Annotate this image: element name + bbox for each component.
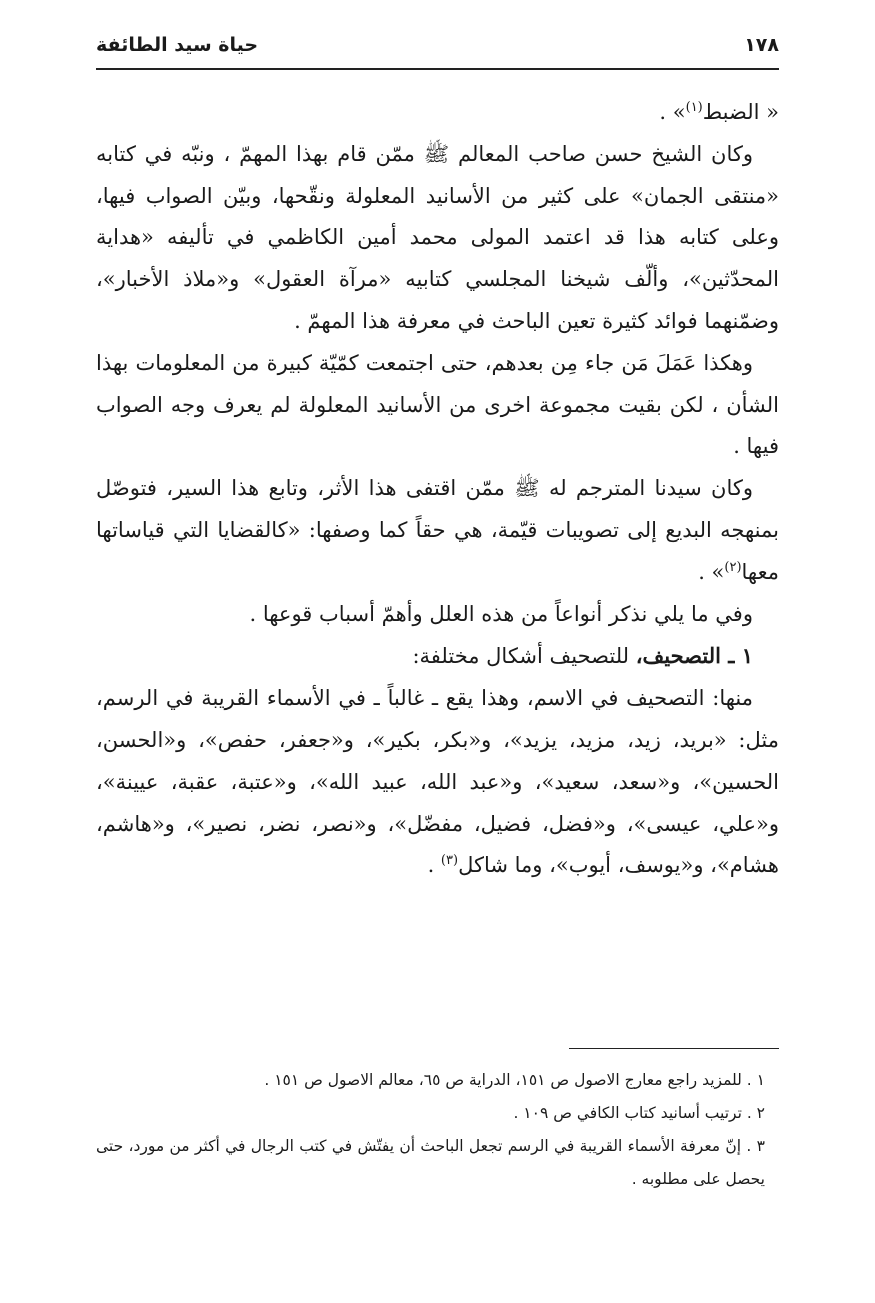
paragraph-end: » .	[659, 100, 686, 124]
paragraph-4	[96, 468, 779, 593]
section-heading: ١ ـ التصحيف،	[635, 643, 753, 669]
page-number: ١٧٨	[744, 34, 779, 56]
footnotes	[96, 1064, 765, 1196]
paragraph-text: « الضبط	[702, 100, 779, 124]
paragraph-5: وفي ما يلي نذكر أنواعاً من هذه العلل وأهمّ أسباب قوعها .	[249, 601, 753, 626]
main-text	[96, 92, 779, 887]
paragraph-end: .	[427, 853, 441, 878]
running-title: حياة سيد الطائفة	[96, 34, 259, 56]
footnote-divider	[569, 1048, 779, 1049]
paragraph-end: » .	[698, 559, 725, 584]
footnote-ref-2: (٢)	[724, 559, 742, 575]
footnote-2: ٢ . ترتيب أسانيد كتاب الكافي ص ١٠٩ .	[513, 1104, 765, 1122]
footnote-1: ١ . للمزيد راجع معارج الاصول ص ١٥١، الدراية ص ٦٥، معالم الاصول ص ١٥١ .	[264, 1071, 765, 1089]
paragraph-text: وكان سيدنا المترجم له ﷺ ممّن اقتفى هذا الأثر، وتابع هذا السير، فتوصّل بمنهجه البديع إلى تصويبات قيّمة، هي حقاً كما وصفها: «كالقضايا التي قياساتها معها	[96, 476, 779, 584]
footnote-3: ٣ . إنّ معرفة الأسماء القريبة في الرسم تجعل الباحث أن يفتّش في كتب الرجال في أكثر من مورد، حتى يحصل على مطلوبه .	[96, 1137, 765, 1188]
paragraph-text: منها: التصحيف في الاسم، وهذا يقع ـ غالباً ـ في الأسماء القريبة في الرسم، مثل: «بريد، زيد، مزيد، يزيد»، و«بكر، بكير»، و«جعفر، حفص»، و«الحسن، الحسين»، و«سعد، سعيد»، و«عبد الله، عبيد الله»، و«عتبة، عقبة، عيينة»، و«علي، عيسى»، و«فضل، فضيل، مفضّل»، و«نصر، نضر، نصير»، و«هاشم، هشام»، و«يوسف، أيوب»، وما شاكل	[96, 686, 779, 878]
paragraph-text: للتصحيف أشكال مختلفة:	[412, 644, 636, 669]
paragraph-2: وكان الشيخ حسن صاحب المعالم ﷺ ممّن قام بهذا المهمّ ، ونبّه في كتابه «منتقى الجمان» على كثير من الأسانيد المعلولة ونقّحها، وبيّن الصواب فيها، وعلى كتابه هذا قد اعتمد المولى محمد أمين الكاظمي في تأليفه «هداية المحدّثين»، وألّف شيخنا المجلسي كتابيه «مرآة العقول» و«ملاذ الأخبار»، وضمّنهما فوائد كثيرة تعين الباحث في معرفة هذا المهمّ .	[96, 141, 779, 333]
footnote-ref-1: (١)	[685, 100, 703, 115]
paragraph-1	[96, 92, 779, 134]
footnote-ref-3: (٣)	[440, 853, 459, 869]
running-header	[96, 22, 779, 70]
paragraph-6	[96, 635, 779, 678]
paragraph-3: وهكذا عَمَلَ مَن جاء مِن بعدهم، حتى اجتمعت كمّيّة كبيرة من المعلومات بهذا الشأن ، لكن بقيت مجموعة اخرى من الأسانيد المعلولة لم يعرف وجه الصواب فيها .	[96, 350, 779, 459]
paragraph-7	[96, 678, 779, 887]
